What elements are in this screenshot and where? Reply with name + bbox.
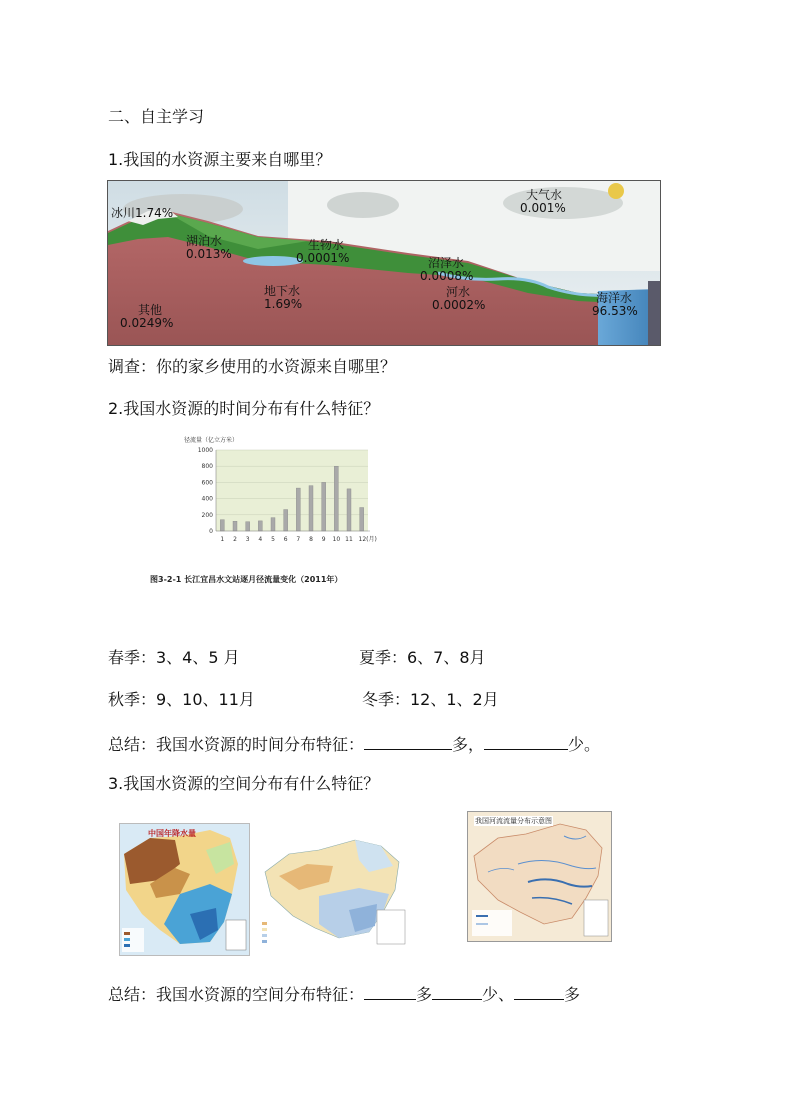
bar-month-12 bbox=[360, 508, 364, 531]
summary-space: 总结：我国水资源的空间分布特征： 多 少、 多 bbox=[108, 985, 581, 1004]
season-spring: 春季：3、4、5 月 bbox=[108, 648, 240, 667]
bar-month-9 bbox=[322, 482, 326, 531]
bar-month-7 bbox=[296, 488, 300, 531]
water-resources-svg bbox=[108, 181, 660, 345]
map3-title: 我国河流流量分布示意图 bbox=[475, 817, 552, 825]
season-winter: 冬季：12、1、2月 bbox=[362, 690, 499, 709]
bar-month-3 bbox=[246, 522, 250, 531]
y-tick-label: 600 bbox=[201, 479, 213, 487]
y-tick-label: 200 bbox=[201, 511, 213, 519]
sun-icon bbox=[608, 183, 624, 199]
season-autumn: 秋季：9、10、11月 bbox=[108, 690, 255, 709]
question-3: 3.我国水资源的空间分布有什么特征？ bbox=[108, 774, 380, 793]
blank-time-1[interactable] bbox=[364, 733, 452, 750]
season-summer: 夏季：6、7、8月 bbox=[359, 648, 486, 667]
x-tick-label: 8 bbox=[309, 536, 313, 543]
x-tick-label: 3 bbox=[245, 536, 250, 543]
y-tick-label: 800 bbox=[201, 463, 213, 471]
blank-space-1[interactable] bbox=[364, 983, 416, 1000]
x-tick-label: 4 bbox=[258, 536, 263, 543]
survey-question: 调查：你的家乡使用的水资源来自哪里？ bbox=[108, 357, 397, 376]
water-resource-map bbox=[259, 832, 410, 948]
y-tick-label: 0 bbox=[209, 528, 213, 535]
bar-month-11 bbox=[347, 489, 351, 531]
bar-month-5 bbox=[271, 518, 275, 531]
bar-month-4 bbox=[258, 521, 262, 531]
bar-month-2 bbox=[233, 521, 237, 531]
bar-month-10 bbox=[334, 466, 338, 531]
blank-time-2[interactable] bbox=[484, 733, 568, 750]
label-groundwater: 地下水 1.69% bbox=[264, 284, 303, 311]
runoff-bar-chart bbox=[180, 433, 390, 548]
section-title: 二、自主学习 bbox=[108, 107, 205, 126]
water-resources-illustration bbox=[107, 180, 661, 346]
precipitation-map bbox=[119, 823, 250, 956]
x-tick-label: 6 bbox=[283, 536, 288, 543]
chart-ylabel: 径流量（亿立方米） bbox=[184, 437, 239, 444]
bar-month-8 bbox=[309, 486, 313, 531]
label-atmosphere: 大气水 0.001% bbox=[520, 188, 566, 215]
x-tick-label: 5 bbox=[271, 536, 275, 543]
blank-space-3[interactable] bbox=[514, 983, 564, 1000]
question-2: 2.我国水资源的时间分布有什么特征？ bbox=[108, 399, 380, 418]
plot-area bbox=[216, 450, 368, 531]
x-tick-label: 1 bbox=[220, 536, 225, 543]
label-glacier: 冰川1.74% bbox=[111, 206, 174, 220]
x-tick-label: 12(月) bbox=[358, 536, 377, 543]
question-1: 1.我国的水资源主要来自哪里？ bbox=[108, 150, 332, 169]
bar-month-1 bbox=[220, 520, 224, 531]
label-lake: 湖泊水 0.013% bbox=[186, 234, 232, 261]
label-ocean: 海洋水 96.53% bbox=[592, 291, 638, 318]
summary-time: 总结：我国水资源的时间分布特征： 多， 少。 bbox=[108, 735, 601, 754]
map1-title: 中国年降水量 bbox=[148, 829, 196, 838]
river-flow-map bbox=[467, 811, 612, 942]
label-river: 河水 0.0002% bbox=[432, 285, 486, 312]
y-tick-label: 400 bbox=[201, 495, 213, 503]
x-tick-label: 9 bbox=[321, 536, 326, 543]
label-bio: 生物水 0.0001% bbox=[296, 238, 350, 265]
x-tick-label: 11 bbox=[345, 536, 353, 543]
x-tick-label: 2 bbox=[233, 536, 237, 543]
x-tick-label: 10 bbox=[332, 536, 341, 543]
label-other: 其他 0.0249% bbox=[120, 303, 174, 330]
chart-caption: 图3-2-1 长江宜昌水文站逐月径流量变化（2011年） bbox=[150, 575, 343, 584]
label-swamp: 沼泽水 0.0008% bbox=[420, 256, 474, 283]
blank-space-2[interactable] bbox=[432, 983, 482, 1000]
x-tick-label: 7 bbox=[296, 536, 301, 543]
bar-month-6 bbox=[284, 510, 288, 531]
y-tick-label: 1000 bbox=[197, 447, 213, 454]
